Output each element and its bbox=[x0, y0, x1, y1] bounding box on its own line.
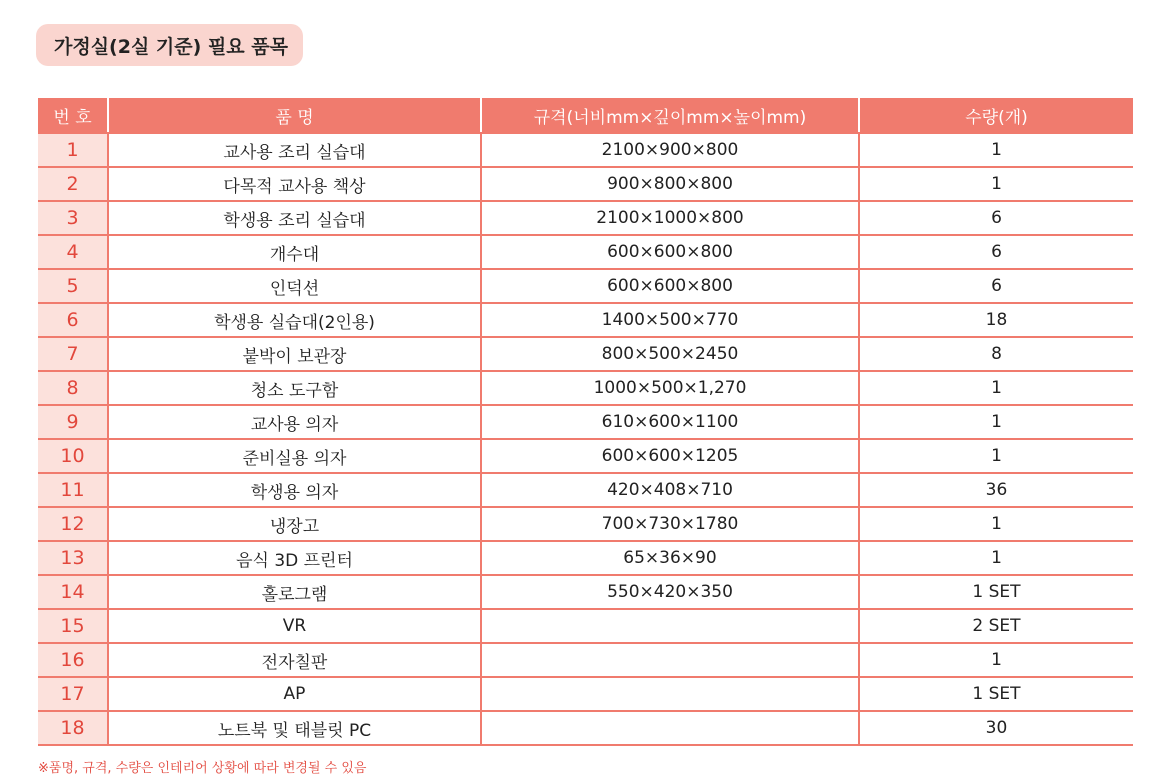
item-quantity: 30 bbox=[859, 711, 1133, 745]
item-name: 청소 도구함 bbox=[108, 371, 481, 405]
item-quantity: 6 bbox=[859, 235, 1133, 269]
table-row bbox=[38, 235, 1133, 269]
table-row bbox=[38, 575, 1133, 609]
item-dimensions: 420×408×710 bbox=[481, 473, 859, 507]
item-name: 교사용 조리 실습대 bbox=[108, 133, 481, 167]
item-quantity: 36 bbox=[859, 473, 1133, 507]
item-name: 준비실용 의자 bbox=[108, 439, 481, 473]
row-number: 18 bbox=[38, 711, 108, 745]
item-dimensions: 700×730×1780 bbox=[481, 507, 859, 541]
table-row bbox=[38, 711, 1133, 745]
item-name: 홀로그램 bbox=[108, 575, 481, 609]
header-row bbox=[38, 98, 1133, 133]
item-dimensions bbox=[481, 677, 859, 711]
item-dimensions: 2100×1000×800 bbox=[481, 201, 859, 235]
item-quantity: 1 SET bbox=[859, 677, 1133, 711]
item-quantity: 1 bbox=[859, 167, 1133, 201]
row-number: 17 bbox=[38, 677, 108, 711]
item-quantity: 1 bbox=[859, 643, 1133, 677]
row-number: 6 bbox=[38, 303, 108, 337]
table-row bbox=[38, 473, 1133, 507]
item-quantity: 18 bbox=[859, 303, 1133, 337]
table-row bbox=[38, 269, 1133, 303]
table-row bbox=[38, 541, 1133, 575]
item-name: 교사용 의자 bbox=[108, 405, 481, 439]
item-dimensions: 600×600×800 bbox=[481, 235, 859, 269]
item-name: VR bbox=[108, 609, 481, 643]
item-dimensions: 1000×500×1,270 bbox=[481, 371, 859, 405]
row-number: 3 bbox=[38, 201, 108, 235]
row-number: 13 bbox=[38, 541, 108, 575]
item-name: AP bbox=[108, 677, 481, 711]
row-number: 8 bbox=[38, 371, 108, 405]
row-number: 5 bbox=[38, 269, 108, 303]
table-row bbox=[38, 643, 1133, 677]
item-quantity: 6 bbox=[859, 269, 1133, 303]
table-row bbox=[38, 507, 1133, 541]
item-dimensions: 600×600×800 bbox=[481, 269, 859, 303]
row-number: 10 bbox=[38, 439, 108, 473]
row-number: 11 bbox=[38, 473, 108, 507]
item-dimensions: 900×800×800 bbox=[481, 167, 859, 201]
table-row bbox=[38, 439, 1133, 473]
item-dimensions: 800×500×2450 bbox=[481, 337, 859, 371]
table-row bbox=[38, 337, 1133, 371]
table-row bbox=[38, 371, 1133, 405]
item-quantity: 2 SET bbox=[859, 609, 1133, 643]
row-number: 12 bbox=[38, 507, 108, 541]
item-quantity: 8 bbox=[859, 337, 1133, 371]
table-row bbox=[38, 303, 1133, 337]
row-number: 15 bbox=[38, 609, 108, 643]
item-quantity: 6 bbox=[859, 201, 1133, 235]
header-item-name: 품 명 bbox=[108, 98, 481, 133]
header-dimensions: 규격(너비mm×깊이mm×높이mm) bbox=[481, 98, 859, 133]
row-number: 1 bbox=[38, 133, 108, 167]
section-title: 가정실(2실 기준) 필요 품목 bbox=[36, 24, 303, 66]
header-number: 번 호 bbox=[38, 98, 108, 133]
item-dimensions: 600×600×1205 bbox=[481, 439, 859, 473]
item-dimensions bbox=[481, 609, 859, 643]
item-dimensions: 610×600×1100 bbox=[481, 405, 859, 439]
item-quantity: 1 bbox=[859, 133, 1133, 167]
item-dimensions bbox=[481, 711, 859, 745]
item-dimensions: 2100×900×800 bbox=[481, 133, 859, 167]
row-number: 9 bbox=[38, 405, 108, 439]
item-name: 인덕션 bbox=[108, 269, 481, 303]
row-number: 16 bbox=[38, 643, 108, 677]
table-row bbox=[38, 609, 1133, 643]
table-row bbox=[38, 133, 1133, 167]
row-number: 7 bbox=[38, 337, 108, 371]
footnote: ※품명, 규격, 수량은 인테리어 상황에 따라 변경될 수 있음 bbox=[38, 761, 367, 776]
item-dimensions: 65×36×90 bbox=[481, 541, 859, 575]
table-header bbox=[38, 98, 1133, 133]
item-name: 개수대 bbox=[108, 235, 481, 269]
row-number: 2 bbox=[38, 167, 108, 201]
item-name: 학생용 의자 bbox=[108, 473, 481, 507]
table-row bbox=[38, 167, 1133, 201]
table-row bbox=[38, 201, 1133, 235]
item-quantity: 1 bbox=[859, 371, 1133, 405]
item-dimensions: 1400×500×770 bbox=[481, 303, 859, 337]
item-quantity: 1 SET bbox=[859, 575, 1133, 609]
table-row bbox=[38, 677, 1133, 711]
row-number: 4 bbox=[38, 235, 108, 269]
header-quantity: 수량(개) bbox=[859, 98, 1133, 133]
item-dimensions: 550×420×350 bbox=[481, 575, 859, 609]
item-name: 학생용 조리 실습대 bbox=[108, 201, 481, 235]
item-name: 다목적 교사용 책상 bbox=[108, 167, 481, 201]
item-name: 학생용 실습대(2인용) bbox=[108, 303, 481, 337]
item-quantity: 1 bbox=[859, 541, 1133, 575]
item-name: 붙박이 보관장 bbox=[108, 337, 481, 371]
item-quantity: 1 bbox=[859, 439, 1133, 473]
item-name: 전자칠판 bbox=[108, 643, 481, 677]
table-body bbox=[38, 133, 1133, 745]
item-dimensions bbox=[481, 643, 859, 677]
item-name: 냉장고 bbox=[108, 507, 481, 541]
item-name: 음식 3D 프린터 bbox=[108, 541, 481, 575]
items-table bbox=[38, 98, 1133, 746]
item-quantity: 1 bbox=[859, 507, 1133, 541]
table-row bbox=[38, 405, 1133, 439]
item-name: 노트북 및 태블릿 PC bbox=[108, 711, 481, 745]
row-number: 14 bbox=[38, 575, 108, 609]
item-quantity: 1 bbox=[859, 405, 1133, 439]
